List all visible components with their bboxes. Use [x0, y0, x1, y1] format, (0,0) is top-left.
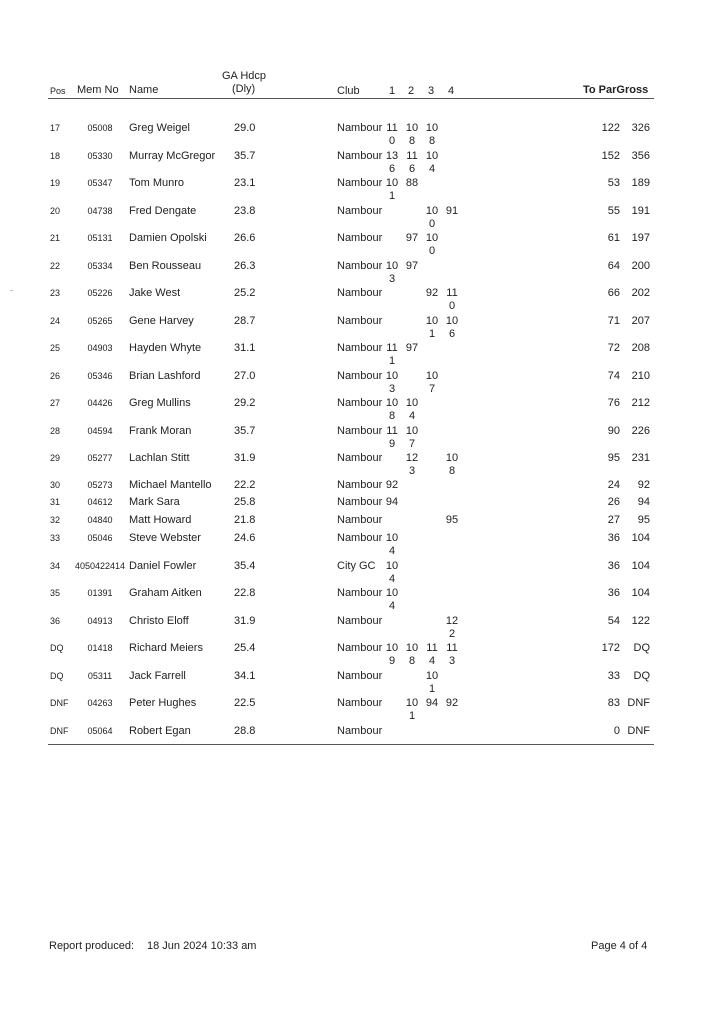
row-hdcp: 25.8 [234, 496, 256, 508]
col-header-round-2: 2 [408, 85, 415, 97]
row-pos: 35 [50, 588, 61, 598]
row-name: Michael Mantello [129, 479, 212, 491]
row-club: Nambour [337, 615, 383, 627]
row-hdcp: 26.3 [234, 260, 256, 272]
row-to-par: 26 [607, 496, 620, 508]
col-header-club: Club [337, 85, 360, 97]
row-hdcp: 31.9 [234, 615, 256, 627]
row-round-2: 108 [405, 642, 419, 667]
row-name: Hayden Whyte [129, 342, 202, 354]
row-club: City GC [337, 560, 376, 572]
table-row [0, 205, 724, 232]
row-hdcp: 26.6 [234, 232, 256, 244]
row-mem-no: 05311 [87, 671, 113, 681]
row-round-3: 104 [425, 150, 439, 175]
row-pos: 29 [50, 453, 61, 463]
row-club: Nambour [337, 232, 383, 244]
row-to-par: 71 [607, 315, 620, 327]
row-mem-no: 4050422414 [74, 561, 126, 571]
row-club: Nambour [337, 642, 383, 654]
row-round-2: 116 [406, 150, 418, 175]
row-pos: 22 [50, 261, 61, 271]
row-hdcp: 34.1 [234, 670, 256, 682]
row-name: Damien Opolski [129, 232, 207, 244]
row-club: Nambour [337, 122, 383, 134]
row-to-par: 122 [601, 122, 620, 134]
row-round-2: 101 [405, 697, 419, 722]
row-round-3: 101 [425, 670, 439, 695]
row-mem-no: 01391 [87, 588, 113, 598]
row-hdcp: 25.4 [234, 642, 256, 654]
row-hdcp: 25.2 [234, 287, 256, 299]
row-hdcp: 22.5 [234, 697, 256, 709]
row-round-3: 100 [425, 205, 439, 230]
row-to-par: 72 [607, 342, 620, 354]
row-name: Gene Harvey [129, 315, 194, 327]
row-round-2: 123 [405, 452, 419, 477]
report-produced-label: Report produced: [49, 940, 134, 952]
row-to-par: 53 [607, 177, 620, 189]
row-round-1: 104 [385, 532, 399, 557]
row-name: Murray McGregor [129, 150, 216, 162]
row-mem-no: 05334 [87, 261, 113, 271]
row-gross: 197 [631, 232, 650, 244]
row-club: Nambour [337, 425, 383, 437]
row-round-4: 106 [445, 315, 459, 340]
row-round-1: 110 [386, 122, 398, 147]
row-round-2: 104 [405, 397, 419, 422]
row-round-2: 97 [405, 342, 419, 354]
row-mem-no: 04263 [87, 698, 113, 708]
row-to-par: 27 [607, 514, 620, 526]
row-gross: DQ [633, 670, 650, 682]
row-mem-no: 04840 [87, 515, 113, 525]
row-name: Frank Moran [129, 425, 192, 437]
table-row [0, 370, 724, 397]
row-hdcp: 27.0 [234, 370, 256, 382]
row-pos: 20 [50, 206, 61, 216]
table-row [0, 642, 724, 669]
row-hdcp: 22.8 [234, 587, 256, 599]
row-pos: 26 [50, 371, 61, 381]
row-mem-no: 05265 [87, 316, 113, 326]
row-club: Nambour [337, 205, 383, 217]
row-hdcp: 23.1 [234, 177, 256, 189]
row-club: Nambour [337, 342, 383, 354]
table-row [0, 122, 724, 149]
row-to-par: 64 [607, 260, 620, 272]
row-gross: 202 [631, 287, 650, 299]
row-pos: 18 [50, 151, 61, 161]
row-round-4: 92 [445, 697, 459, 709]
row-pos: 17 [50, 123, 61, 133]
row-round-2: 108 [405, 122, 419, 147]
row-club: Nambour [337, 177, 383, 189]
row-to-par: 172 [601, 642, 620, 654]
row-to-par: 55 [607, 205, 620, 217]
row-mem-no: 04913 [87, 616, 113, 626]
row-gross: DNF [627, 697, 650, 709]
report-produced-date: 18 Jun 2024 10:33 am [147, 940, 257, 952]
row-club: Nambour [337, 397, 383, 409]
row-round-4: 95 [445, 514, 459, 526]
row-gross: 208 [631, 342, 650, 354]
table-row [0, 425, 724, 452]
row-name: Christo Eloff [129, 615, 189, 627]
row-pos: 33 [50, 533, 61, 543]
row-round-1: 104 [385, 560, 399, 585]
row-gross: 200 [631, 260, 650, 272]
row-gross: 326 [631, 122, 650, 134]
row-hdcp: 22.2 [234, 479, 256, 491]
col-header-hdcp-line1: GA Hdcp [222, 70, 267, 82]
row-round-2: 107 [405, 425, 419, 450]
row-mem-no: 05273 [87, 480, 113, 490]
table-row [0, 315, 724, 342]
row-round-1: 92 [385, 479, 399, 491]
col-header-round-1: 1 [389, 85, 396, 97]
row-to-par: 76 [607, 397, 620, 409]
row-name: Daniel Fowler [129, 560, 197, 572]
col-header-name: Name [129, 84, 159, 96]
row-round-1: 109 [385, 642, 399, 667]
row-gross: 356 [631, 150, 650, 162]
table-bottom-divider [48, 744, 654, 745]
row-round-3: 100 [425, 232, 439, 257]
row-name: Robert Egan [129, 725, 191, 737]
row-hdcp: 29.0 [234, 122, 256, 134]
row-club: Nambour [337, 532, 383, 544]
row-to-par: 61 [607, 232, 620, 244]
header-divider [48, 98, 654, 99]
col-header-to-par-gross: To ParGross [583, 84, 649, 96]
row-club: Nambour [337, 670, 383, 682]
row-pos: 30 [50, 480, 61, 490]
row-pos: 21 [50, 233, 61, 243]
row-pos: DNF [50, 698, 69, 708]
row-mem-no: 05346 [87, 371, 113, 381]
row-hdcp: 29.2 [234, 397, 256, 409]
row-gross: 122 [631, 615, 650, 627]
row-round-2: 97 [405, 232, 419, 244]
row-club: Nambour [337, 370, 383, 382]
row-pos: DQ [50, 671, 64, 681]
row-mem-no: 05277 [87, 453, 113, 463]
row-club: Nambour [337, 725, 383, 737]
row-hdcp: 31.1 [234, 342, 256, 354]
row-round-1: 104 [385, 587, 399, 612]
col-header-round-4: 4 [448, 85, 455, 97]
row-mem-no: 04426 [87, 398, 113, 408]
row-name: Mark Sara [129, 496, 180, 508]
row-round-3: 107 [425, 370, 439, 395]
row-hdcp: 35.7 [234, 425, 256, 437]
row-club: Nambour [337, 452, 383, 464]
row-mem-no: 05131 [87, 233, 113, 243]
row-round-2: 97 [405, 260, 419, 272]
row-round-4: 122 [445, 615, 459, 640]
row-round-3: 92 [425, 287, 439, 299]
row-gross: 212 [631, 397, 650, 409]
row-gross: 92 [637, 479, 650, 491]
table-row [0, 177, 724, 204]
row-round-1: 119 [386, 425, 398, 450]
row-name: Ben Rousseau [129, 260, 202, 272]
row-mem-no: 04738 [87, 206, 113, 216]
row-gross: 104 [631, 560, 650, 572]
row-pos: 28 [50, 426, 61, 436]
row-round-2: 88 [405, 177, 419, 189]
col-header-round-3: 3 [428, 85, 435, 97]
row-round-3: 94 [425, 697, 439, 709]
table-row [0, 452, 724, 479]
row-name: Peter Hughes [129, 697, 197, 709]
row-name: Lachlan Stitt [129, 452, 190, 464]
row-club: Nambour [337, 287, 383, 299]
row-round-1: 94 [385, 496, 399, 508]
row-club: Nambour [337, 479, 383, 491]
row-club: Nambour [337, 587, 383, 599]
row-to-par: 90 [607, 425, 620, 437]
row-to-par: 83 [607, 697, 620, 709]
table-row [0, 615, 724, 642]
table-row [0, 342, 724, 369]
table-row [0, 560, 724, 587]
row-gross: 104 [631, 532, 650, 544]
row-name: Steve Webster [129, 532, 201, 544]
row-gross: DQ [633, 642, 650, 654]
row-club: Nambour [337, 496, 383, 508]
col-header-mem-no: Mem No [77, 84, 119, 96]
table-row [0, 397, 724, 424]
row-hdcp: 28.8 [234, 725, 256, 737]
table-row [0, 697, 724, 724]
row-gross: 94 [637, 496, 650, 508]
row-name: Matt Howard [129, 514, 192, 526]
row-hdcp: 24.6 [234, 532, 256, 544]
row-to-par: 24 [607, 479, 620, 491]
row-gross: 231 [631, 452, 650, 464]
row-gross: 95 [637, 514, 650, 526]
row-gross: 191 [631, 205, 650, 217]
row-name: Fred Dengate [129, 205, 197, 217]
row-to-par: 36 [607, 532, 620, 544]
row-mem-no: 05347 [87, 178, 113, 188]
row-to-par: 66 [607, 287, 620, 299]
row-round-3: 114 [426, 642, 438, 667]
row-round-1: 111 [386, 342, 398, 367]
table-row [0, 287, 724, 314]
row-name: Graham Aitken [129, 587, 202, 599]
row-mem-no: 05046 [87, 533, 113, 543]
row-round-1: 108 [385, 397, 399, 422]
row-round-4: 113 [446, 642, 458, 667]
row-round-1: 136 [385, 150, 399, 175]
row-hdcp: 35.4 [234, 560, 256, 572]
row-to-par: 36 [607, 587, 620, 599]
row-pos: 23 [50, 288, 61, 298]
row-pos: 25 [50, 343, 61, 353]
row-gross: 104 [631, 587, 650, 599]
row-name: Tom Munro [129, 177, 185, 189]
row-pos: DNF [50, 726, 69, 736]
row-name: Greg Mullins [129, 397, 191, 409]
col-header-pos: Pos [50, 86, 66, 96]
table-row [0, 260, 724, 287]
row-mem-no: 04612 [87, 497, 113, 507]
row-gross: 226 [631, 425, 650, 437]
row-pos: 36 [50, 616, 61, 626]
row-hdcp: 28.7 [234, 315, 256, 327]
row-name: Richard Meiers [129, 642, 203, 654]
row-mem-no: 05330 [87, 151, 113, 161]
row-mem-no: 05064 [87, 726, 113, 736]
table-row [0, 232, 724, 259]
row-hdcp: 21.8 [234, 514, 256, 526]
row-to-par: 95 [607, 452, 620, 464]
row-mem-no: 04903 [87, 343, 113, 353]
row-to-par: 0 [613, 725, 620, 737]
row-to-par: 33 [607, 670, 620, 682]
row-club: Nambour [337, 697, 383, 709]
row-to-par: 74 [607, 370, 620, 382]
row-gross: 189 [631, 177, 650, 189]
row-pos: 27 [50, 398, 61, 408]
row-round-1: 103 [385, 370, 399, 395]
row-club: Nambour [337, 150, 383, 162]
table-row [0, 670, 724, 697]
row-pos: DQ [50, 643, 64, 653]
row-mem-no: 05226 [87, 288, 113, 298]
row-to-par: 36 [607, 560, 620, 572]
row-round-4: 108 [445, 452, 459, 477]
row-round-1: 103 [385, 260, 399, 285]
row-pos: 32 [50, 515, 61, 525]
row-name: Greg Weigel [129, 122, 190, 134]
table-row [0, 532, 724, 559]
row-round-4: 91 [445, 205, 459, 217]
row-hdcp: 35.7 [234, 150, 256, 162]
row-gross: DNF [627, 725, 650, 737]
row-mem-no: 05008 [87, 123, 113, 133]
row-round-4: 110 [446, 287, 458, 312]
row-club: Nambour [337, 514, 383, 526]
row-hdcp: 23.8 [234, 205, 256, 217]
col-header-hdcp-line2: (Dly) [232, 83, 256, 95]
row-pos: 31 [50, 497, 61, 507]
row-round-3: 101 [425, 315, 439, 340]
row-club: Nambour [337, 260, 383, 272]
row-to-par: 152 [601, 150, 620, 162]
row-pos: 19 [50, 178, 61, 188]
row-name: Brian Lashford [129, 370, 201, 382]
row-gross: 207 [631, 315, 650, 327]
table-row [0, 725, 724, 752]
page-number: Page 4 of 4 [591, 940, 648, 952]
row-round-3: 108 [425, 122, 439, 147]
row-hdcp: 31.9 [234, 452, 256, 464]
row-club: Nambour [337, 315, 383, 327]
row-name: Jake West [129, 287, 181, 299]
row-mem-no: 04594 [87, 426, 113, 436]
table-row [0, 587, 724, 614]
row-pos: 34 [50, 561, 61, 571]
row-to-par: 54 [607, 615, 620, 627]
table-row [0, 150, 724, 177]
row-round-1: 101 [385, 177, 399, 202]
row-mem-no: 01418 [87, 643, 113, 653]
row-gross: 210 [631, 370, 650, 382]
row-pos: 24 [50, 316, 61, 326]
row-name: Jack Farrell [129, 670, 186, 682]
